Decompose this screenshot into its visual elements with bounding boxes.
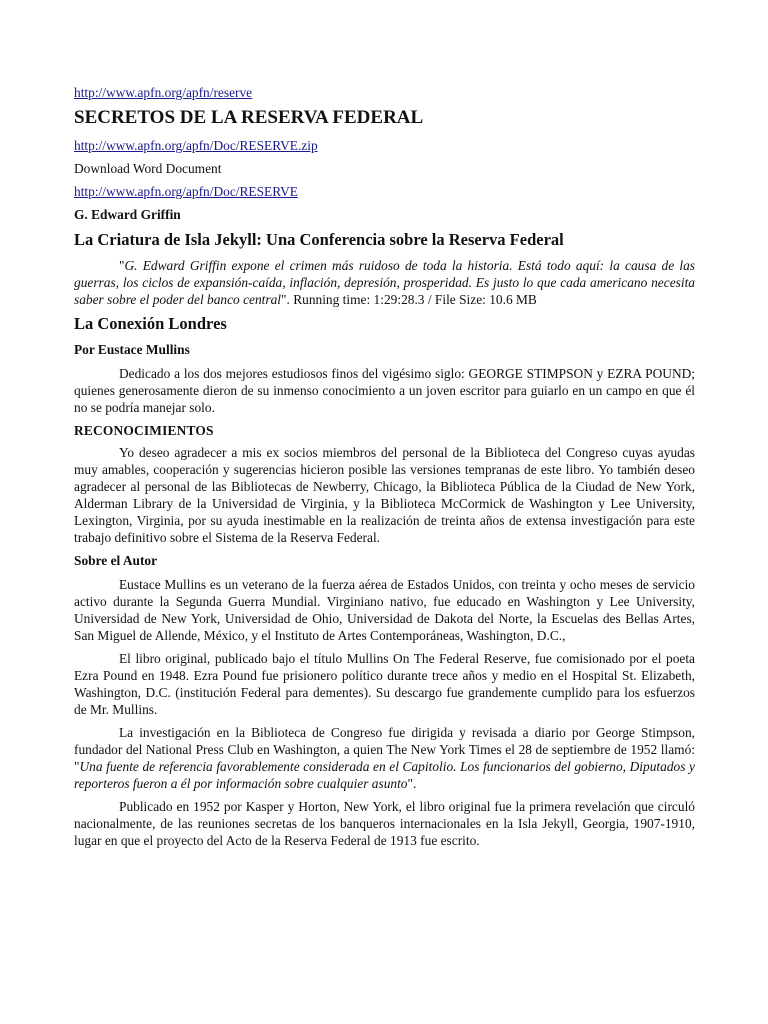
- lecture-quote: G. Edward Griffin expone el crimen más ruidoso de toda la historia. Está todo aquí: la causa de las guerras, los ciclos de expansión-caída, inflación, depresión, prosperidad. Es justo lo que cada americano necesita saber sobre el poder del banco central: [74, 258, 695, 307]
- about-paragraph-1: Eustace Mullins es un veterano de la fuerza aérea de Estados Unidos, con treinta y ocho meses de servicio activo durante la Segunda Guerra Mundial. Virginiano nativo, fue educado en Washington y Lee University, Universidad de New York, Universidad de Ohio, Universidad de Dakota del Norte, la Escuelas des Bellas Artes, San Miguel de Allende, México, y el Instituto de Artes Contemporáneas, Washington, D.C.,: [74, 577, 695, 643]
- dedication-paragraph: Dedicado a los dos mejores estudiosos finos del vigésimo siglo: GEORGE STIMPSON y EZRA POUND; quienes generosamente dieron de su inmenso conocimiento a un joven escritor para guiarlo en un campo en que él no se podría manejar solo.: [74, 366, 695, 415]
- about-p3-quote: Una fuente de referencia favorablemente considerada en el Capitolio. Los funcionarios del gobierno, Diputados y reporteros fueron a él por información sobre cualquier asunto: [74, 759, 695, 791]
- link-doc[interactable]: http://www.apfn.org/apfn/Doc/RESERVE: [74, 184, 298, 199]
- download-label: Download Word Document: [74, 161, 222, 176]
- about-paragraph-3: [74, 724, 695, 792]
- book-title: La Conexión Londres: [74, 314, 227, 333]
- about-paragraph-2: El libro original, publicado bajo el título Mullins On The Federal Reserve, fue comisionado por el poeta Ezra Pound en 1948. Ezra Pound fue prisionero político durante trece años y medio en el Hospital St. Elizabeth, Washington, D.C. (institución Federal para dementes). Su descargo fue grandemente cumplido para los esfuerzos de Mr. Mullins.: [74, 651, 695, 717]
- book-author: Por Eustace Mullins: [74, 342, 190, 357]
- lecture-meta: ". Running time: 1:29:28.3 / File Size: 10.6 MB: [281, 292, 537, 307]
- acknowledgements-heading: RECONOCIMIENTOS: [74, 423, 214, 438]
- acknowledgements-paragraph: Yo deseo agradecer a mis ex socios miembros del personal de la Biblioteca del Congreso cuyas ayudas muy amables, cooperación y sugerencias hicieron posible las versiones tempranas de este libro. Yo también deseo agradecer al personal de las Bibliotecas de Newberry, Chicago, la Biblioteca Pública de la Ciudad de New York, Alderman Library de la Universidad de Virginia, y la Biblioteca McCormick de Washington y Lee University, Lexington, Virginia, por su ayuda inestimable en la realización de treinta años de extensa investigación para este trabajo definitivo sobre el Sistema de la Reserva Federal.: [74, 445, 695, 545]
- document-title: SECRETOS DE LA RESERVA FEDERAL: [74, 107, 424, 128]
- about-p3-lead: La investigación en la Biblioteca de Congreso fue dirigida y revisada a diario por George Stimpson, fundador del National Press Club en Washington, a quien The New York Times el 28 de septiembre de 1952 llamó: ": [74, 725, 695, 774]
- about-heading: Sobre el Autor: [74, 553, 158, 568]
- document-page: [74, 84, 695, 855]
- lecture-description: [74, 257, 695, 308]
- about-p3-tail: ".: [407, 776, 417, 791]
- quote-open: ": [119, 258, 125, 273]
- lecture-title: La Criatura de Isla Jekyll: Una Conferencia sobre la Reserva Federal: [74, 230, 564, 249]
- link-zip[interactable]: http://www.apfn.org/apfn/Doc/RESERVE.zip: [74, 138, 318, 153]
- about-paragraph-4: Publicado en 1952 por Kasper y Horton, New York, el libro original fue la primera revelación que circuló nacionalmente, de las reuniones secretas de los banqueros internacionales en la Isla Jekyll, Georgia, 1907-1910, lugar en que el proyecto del Acto de la Reserva Federal de 1913 fue escrito.: [74, 799, 695, 848]
- author-griffin: G. Edward Griffin: [74, 207, 181, 222]
- link-reserve[interactable]: http://www.apfn.org/apfn/reserve: [74, 85, 253, 100]
